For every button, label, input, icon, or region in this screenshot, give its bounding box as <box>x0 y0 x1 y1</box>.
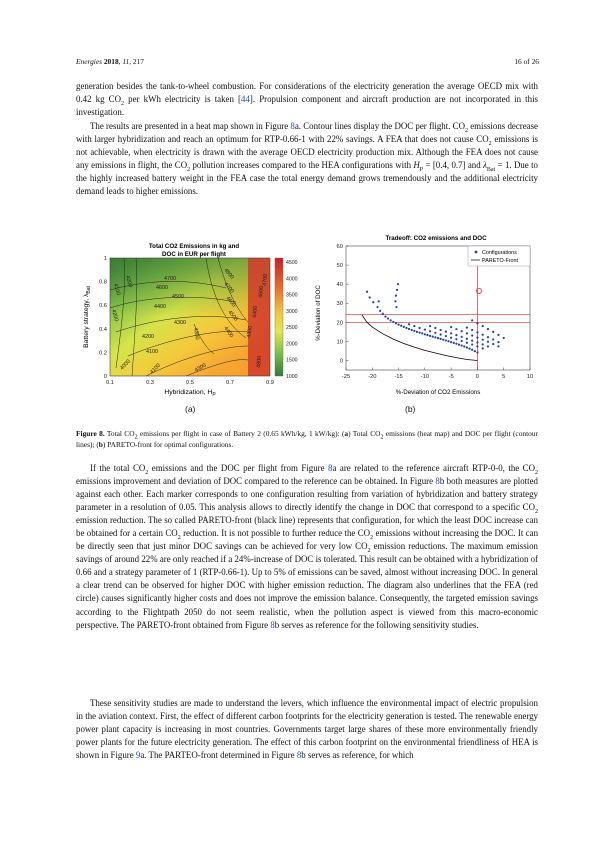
x-tick-label: -15 <box>394 374 403 380</box>
paragraph-3: If the total $CO_2$ emissions and the DOC per flight from Figure 8a are related to the reference aircraft RTP-0-0, the $CO_2$ emissions improvement and deviation of DOC compared to the reference can be obtained. In Figure 8b both measures are plotted against each other. Each marker corresponds to one configuration resulting from variation of hybridization and battery strategy parameter in a resolution of 0.05. This analysis allows to directly identify the change in DOC that correspond to a specific $CO_2$ emission reduction. The so called PARETO-front (black line) represents that configuration, for which the least DOC increase can be obtained for a certain $CO_2$ reduction. It is not possible to further reduce the $CO_2$ emissions without increasing the DOC. It can be directly seen that just minor DOC savings can be achieved for very low $CO_2$ emission reductions. The maximum emission savings of around 22% are only reached if a 24%-increase of DOC is tolerated. This result can be obtained with a hybridization of 0.66 and a strategy parameter of 1 (RTP-0.66-1). Up to 5% of emissions can be saved, almost without increasing DOC. In general a clear trend can be observed for higher DOC with higher emission reduction. The diagram also underlines that the FEA (red circle) causes significantly higher costs and does not improve the emission balance. Consequently, the targeted emission savings according to the Flightpath 2050 do not seem realistic, when the pollution aspect is viewed from this macro-economic perspective. The PARETO-front obtained from Figure 8b serves as reference for the following sensitivity studies. <box>76 463 539 630</box>
colorbar-tick-label: 3000 <box>286 308 298 315</box>
configuration-point <box>487 336 489 338</box>
configuration-point <box>471 340 473 342</box>
colorbar-tick-label: 2000 <box>286 341 298 348</box>
configuration-point <box>476 345 478 347</box>
y-tick-label: 0.6 <box>98 303 107 310</box>
configuration-point <box>455 338 457 340</box>
configuration-point <box>453 342 455 344</box>
legend-label-pareto: PARETO-Front <box>482 258 519 264</box>
y-tick-label: 50 <box>336 263 343 270</box>
configuration-point <box>405 327 407 329</box>
caption-label: Figure 8. <box>76 429 105 438</box>
chart-title: Tradeoff: CO2 emissions and DOC <box>385 235 487 242</box>
page-number: 16 of 26 <box>514 57 539 66</box>
configuration-point <box>466 338 468 340</box>
configuration-point <box>471 319 473 321</box>
configuration-point <box>466 332 468 334</box>
contour-label: 4100 <box>149 362 162 376</box>
configuration-point <box>408 323 410 325</box>
x-tick-label: 0 <box>475 374 480 380</box>
legend-label-configurations: Configurations <box>482 250 517 256</box>
x-tick-label: 0.3 <box>145 380 155 386</box>
colorbar-ticks <box>286 260 298 380</box>
configuration-point <box>492 343 494 345</box>
configuration-point <box>461 336 463 338</box>
contour-label: 4300 <box>194 362 208 374</box>
configuration-point <box>461 340 463 342</box>
configuration-point <box>476 322 478 324</box>
configuration-point <box>421 332 423 334</box>
configuration-point <box>429 330 431 332</box>
configuration-point <box>434 336 436 338</box>
configuration-point <box>429 335 431 337</box>
colorbar <box>275 258 283 376</box>
configuration-point <box>458 344 460 346</box>
heatmap-title-line-2: DOC in EUR per flight <box>162 251 226 258</box>
configuration-point <box>455 343 457 345</box>
y-tick-label: 10 <box>336 339 343 346</box>
configuration-point <box>397 283 399 285</box>
figure-8 <box>76 228 538 420</box>
contour-label: 4300 <box>174 320 186 326</box>
paragraph-4: These sensitivity studies are made to understand the levers, which influence the environmental impact of electric propulsion in the aviation context. First, the effect of different carbon footprints for the electricity generation is tested. The renewable energy power plant capacity is increasing in most countries. Governments target large shares of these more environmentally friendly power plants for the future electricity generation. The effect of this carbon footprint on the environmental friendliness of HEA is shown in Figure 9a. The PARTEO-front determined in Figure 8b serves as reference, for which <box>76 698 538 761</box>
x-tick-label: -25 <box>341 374 351 380</box>
configuration-point <box>497 345 499 347</box>
figure-caption: Figure 8. Total $CO_2$ emissions per flight in case of Battery 2 (0.65 kWh/kg, 1 kW/kg): (a) Total $CO_2$ emissions (heat map) and DOC per flight (contour lines); (b) PARETO-front for optimal configurations. <box>76 429 538 449</box>
configuration-point <box>434 332 436 334</box>
configuration-point <box>455 334 457 336</box>
configuration-point <box>387 317 389 319</box>
colorbar-tick-label: 4000 <box>286 276 298 283</box>
heatmap-x-ticks <box>106 380 274 386</box>
configuration-point <box>476 341 478 343</box>
y-tick-label: 60 <box>336 244 343 250</box>
figure-link[interactable]: 8 <box>270 619 275 630</box>
contour-label: 4300 <box>192 327 201 341</box>
contour-label: 4700 <box>262 273 270 287</box>
journal-year: 2018 <box>103 57 119 66</box>
configuration-point <box>384 315 386 317</box>
configuration-point <box>466 346 468 348</box>
contour-label: 4800 <box>256 355 264 369</box>
y-tick-label: 0.8 <box>98 279 107 286</box>
y-tick-label: 0 <box>339 358 343 365</box>
configuration-point <box>411 329 413 331</box>
colorbar-tick-label: 1000 <box>286 374 298 380</box>
configuration-point <box>426 334 428 336</box>
configuration-point <box>471 329 473 331</box>
configuration-point <box>450 326 452 328</box>
y-tick-label: 0.2 <box>98 350 107 357</box>
configuration-point <box>395 306 397 308</box>
y-tick-label: 0.4 <box>98 326 107 333</box>
configuration-point <box>390 319 392 321</box>
paragraph-1: generation besides the tank-to-wheel combustion. For considerations of the electricity generation the average OECD mix with 0.42 kg $CO_2$ per kWh electricity is taken [44]. Propulsion component and aircraft production are not incorporated in this investigation. <box>76 81 538 118</box>
journal-volume: 11 <box>122 57 130 66</box>
configuration-point <box>492 331 494 333</box>
configuration-point <box>369 296 371 298</box>
scatter-x-label: %-Deviation of CO2 Emissions <box>395 389 481 396</box>
configuration-point <box>447 340 449 342</box>
configuration-point <box>379 310 381 312</box>
paragraph-2: The results are presented in a heat map shown in Figure 8a. Contour lines display the DOC per flight. $CO_2$ emissions decrease with larger hybridization and reach an optimum for RTP-0.66-1 with 22% savings. A FEA that does not cause $CO_2$ emissions is not achievable, when electricity is drawn with the average OECD electricity production mix. Although the FEA does not cause any emissions in flight, the $CO_2$ pollution increases compared to the HEA configurations with $H_P = [0.4$, 0.7] and $\lambda_{Bat} = 1$. Due to the highly increased battery weight in the FEA case the total energy demand grows tremendously and the additional electricity demand leads to higher emissions. <box>76 121 539 197</box>
configuration-point <box>440 333 442 335</box>
heatmap-y-ticks <box>99 256 108 380</box>
journal-name: Energies <box>76 57 102 66</box>
configuration-point <box>445 339 447 341</box>
configuration-point <box>482 334 484 336</box>
scatter-panel <box>308 228 538 406</box>
configuration-point <box>395 295 397 297</box>
configuration-point <box>440 329 442 331</box>
configuration-point <box>437 337 439 339</box>
contour-label: 4300 <box>246 325 255 339</box>
configuration-point <box>461 344 463 346</box>
contour-label: 4200 <box>142 334 154 340</box>
x-tick-label: 0.1 <box>105 380 115 386</box>
contour-label: 4500 <box>226 309 239 323</box>
configuration-point <box>450 341 452 343</box>
y-tick-label: 30 <box>336 301 343 308</box>
configuration-point <box>394 300 396 302</box>
configuration-point <box>396 289 398 291</box>
configuration-point <box>413 325 415 327</box>
configuration-point <box>408 328 410 330</box>
configuration-point <box>471 334 473 336</box>
contour-label: 4200 <box>124 274 133 289</box>
configuration-point <box>440 338 442 340</box>
x-tick-label: 0.5 <box>185 380 195 386</box>
colorbar-tick-label: 3500 <box>286 292 298 299</box>
contour-label: 4600 <box>156 285 168 291</box>
configuration-point <box>497 334 499 336</box>
contour-label: 4800 <box>222 267 235 281</box>
figure-link[interactable]: 8 <box>296 750 302 761</box>
y-tick-label: 1 <box>103 256 107 262</box>
x-tick-label: 10 <box>526 374 534 380</box>
configuration-point <box>461 330 463 332</box>
configuration-point <box>482 325 484 327</box>
configuration-point <box>434 327 436 329</box>
configuration-point <box>377 300 379 302</box>
configuration-point <box>382 313 384 315</box>
colorbar-tick-label: 4500 <box>286 260 298 266</box>
configuration-point <box>468 348 470 350</box>
y-tick-label: 0 <box>103 374 107 380</box>
configuration-point <box>424 333 426 335</box>
scatter-legend <box>468 246 530 266</box>
configuration-point <box>445 331 447 333</box>
x-tick-label: 0.7 <box>225 380 235 386</box>
configuration-point <box>372 301 374 303</box>
configuration-point <box>392 321 394 323</box>
heatmap-title-line-1: Total CO2 Emissions in kg and <box>148 243 240 250</box>
configuration-point <box>455 328 457 330</box>
configuration-point <box>432 336 434 338</box>
y-tick-label: 20 <box>336 320 343 327</box>
running-header-journal: Energies 2018, 11, 217 <box>76 57 144 66</box>
article-number: 217 <box>132 57 144 66</box>
contour-label: 4700 <box>164 276 176 282</box>
contour-label: 4100 <box>146 349 158 355</box>
contour-label: 4400 <box>222 325 235 339</box>
configuration-point <box>503 337 505 339</box>
figure-link[interactable]: 8 <box>435 476 440 487</box>
configuration-point <box>397 323 399 325</box>
configuration-point <box>366 291 368 293</box>
configuration-point <box>376 306 378 308</box>
configuration-point <box>450 332 452 334</box>
contour-label: 4000 <box>119 358 132 372</box>
configuration-point <box>482 343 484 345</box>
configuration-point <box>476 331 478 333</box>
heatmap-panel <box>76 228 316 406</box>
configuration-point <box>476 336 478 338</box>
x-tick-label: -5 <box>448 374 454 380</box>
configuration-point <box>463 345 465 347</box>
contour-label: 4400 <box>154 304 166 310</box>
configuration-point <box>450 337 452 339</box>
configuration-point <box>487 328 489 330</box>
configuration-point <box>466 327 468 329</box>
colorbar-tick-label: 1500 <box>286 357 298 364</box>
contour-label: 4500 <box>172 294 184 300</box>
heatmap-y-label: Battery strategy, $\lambda_{Bat}$ <box>83 286 92 348</box>
x-tick-label: -20 <box>368 374 377 380</box>
configuration-point <box>466 342 468 344</box>
configuration-point <box>471 349 473 351</box>
configuration-point <box>403 326 405 328</box>
contour-label: 4400 <box>252 305 260 319</box>
x-tick-label: 0.9 <box>265 380 275 386</box>
figure-link[interactable]: 9 <box>135 750 141 761</box>
contour-label: 4700 <box>222 281 235 295</box>
configuration-point <box>476 351 478 353</box>
configuration-point <box>487 345 489 347</box>
configuration-point <box>429 325 431 327</box>
configuration-point <box>416 331 418 333</box>
legend-marker-configurations <box>475 251 478 254</box>
x-tick-label: 5 <box>502 374 506 380</box>
contour-label: 4600 <box>224 295 237 309</box>
figure-link[interactable]: 8 <box>290 121 295 131</box>
scatter-y-label: %-Deviation of DOC <box>315 285 322 341</box>
configuration-point <box>419 332 421 334</box>
configuration-point <box>471 343 473 345</box>
colorbar-tick-label: 2500 <box>286 325 298 332</box>
configuration-point <box>419 327 421 329</box>
figure-link[interactable]: 8 <box>328 463 333 473</box>
configuration-point <box>487 341 489 343</box>
configuration-point <box>395 322 397 324</box>
panel-label-a: (a) <box>185 404 196 414</box>
y-tick-label: 40 <box>336 282 343 289</box>
configuration-point <box>482 347 484 349</box>
configuration-point <box>497 341 499 343</box>
configuration-point <box>442 339 444 341</box>
configuration-point <box>474 350 476 352</box>
configuration-point <box>424 328 426 330</box>
configuration-point <box>492 338 494 340</box>
contour-label: 4600 <box>258 285 266 299</box>
reference-link[interactable]: 44 <box>241 94 250 105</box>
configuration-point <box>482 339 484 341</box>
heatmap-x-label: Hybridization, $H_P$ <box>164 389 216 398</box>
contour-label: 4200 <box>110 308 119 323</box>
configuration-point <box>445 335 447 337</box>
panel-label-b: (b) <box>405 404 416 414</box>
contour-label: 4100 <box>112 282 121 297</box>
configuration-point <box>413 330 415 332</box>
x-tick-label: -10 <box>420 374 430 380</box>
configuration-point <box>400 325 402 327</box>
